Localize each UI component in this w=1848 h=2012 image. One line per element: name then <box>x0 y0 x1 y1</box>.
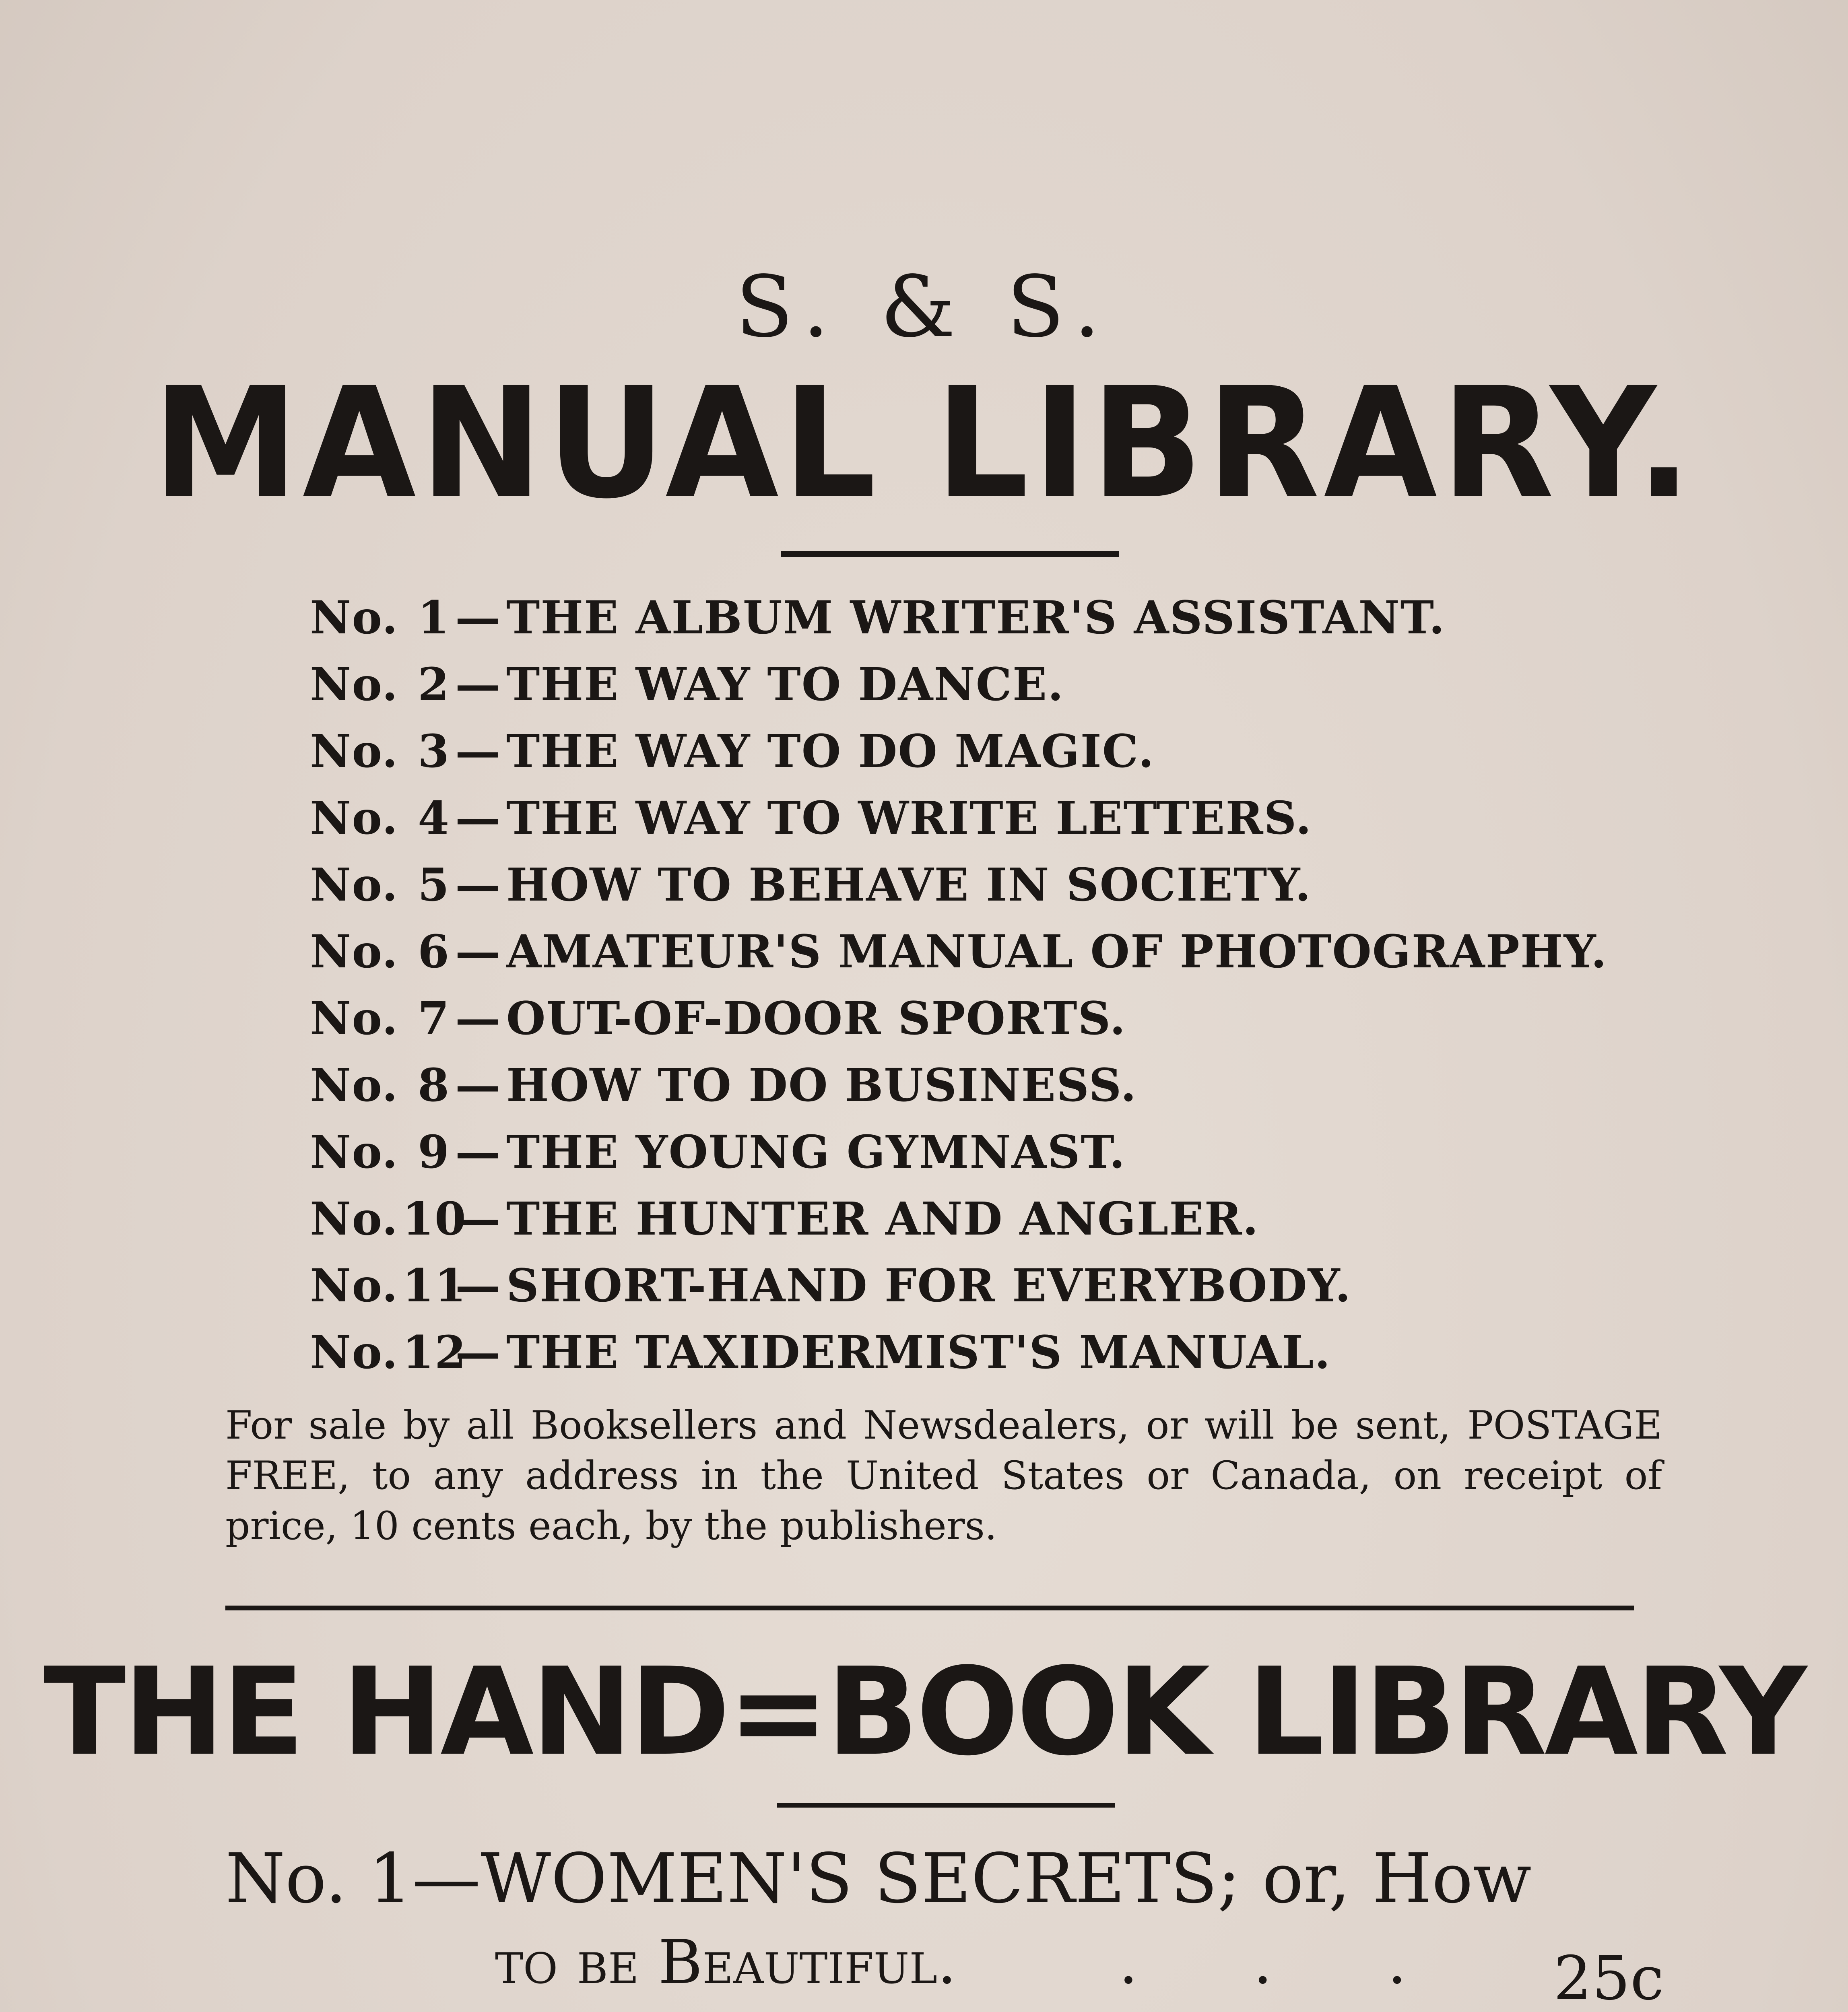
handbook-item-1 <box>225 1839 1532 1919</box>
item-title: THE HUNTER AND ANGLER. <box>506 1193 1259 1245</box>
dash: — <box>455 1326 501 1379</box>
item-no-label: No. <box>310 1193 399 1245</box>
list-item <box>310 992 1607 1059</box>
list-item <box>310 1059 1607 1126</box>
dash: — <box>455 1059 501 1112</box>
item-number: 4 <box>418 792 450 845</box>
handbook-library-title: THE HAND=BOOK LIBRARY <box>43 1642 1805 1782</box>
item-no-label: No. <box>310 1059 399 1112</box>
item-number: 6 <box>418 926 450 978</box>
item-title: AMATEUR'S MANUAL OF PHOTOGRAPHY. <box>506 926 1608 978</box>
leader-dots: . . . <box>1119 1927 1407 1998</box>
item-title: OUT-OF-DOOR SPORTS. <box>506 992 1126 1045</box>
dash: — <box>455 992 501 1045</box>
dash: — <box>455 725 501 778</box>
item-title: THE WAY TO DANCE. <box>506 658 1064 711</box>
item-title: HOW TO DO BUSINESS. <box>506 1059 1137 1112</box>
item-number: 10 <box>402 1193 467 1245</box>
dash: — <box>455 926 501 978</box>
item-title: THE ALBUM WRITER'S ASSISTANT. <box>506 592 1446 644</box>
dash: — <box>455 1193 501 1245</box>
list-item <box>310 792 1607 859</box>
dash: — <box>455 859 501 911</box>
item-no-label: No. <box>310 658 399 711</box>
manual-library-title: MANUAL LIBRARY. <box>152 354 1696 532</box>
item-number: 1 <box>418 592 450 644</box>
list-item <box>310 1260 1607 1326</box>
item-number: 11 <box>402 1260 467 1312</box>
item-number: 3 <box>418 725 450 778</box>
item-title: THE TAXIDERMIST'S MANUAL. <box>506 1326 1331 1379</box>
divider-rule <box>777 1803 1115 1808</box>
publisher-initials: S. & S. <box>735 258 1113 356</box>
dash: — <box>455 658 501 711</box>
item-title: THE YOUNG GYMNAST. <box>506 1126 1126 1179</box>
list-item <box>310 926 1607 992</box>
manual-library-list <box>310 592 1607 1393</box>
section-divider <box>225 1606 1634 1610</box>
item-no-label: No. <box>310 725 399 778</box>
item-no-label: No. <box>310 859 399 911</box>
item-title: WOMEN'S SECRETS; or, How <box>481 1839 1532 1919</box>
divider-rule <box>781 551 1119 557</box>
handbook-item-1-line2: to be Beautiful. <box>495 1927 957 1998</box>
item-title: HOW TO BEHAVE IN SOCIETY. <box>506 859 1312 911</box>
list-item <box>310 658 1607 725</box>
list-item <box>310 725 1607 792</box>
item-title: THE WAY TO DO MAGIC. <box>506 725 1155 778</box>
item-number: 8 <box>418 1059 450 1112</box>
dash: — <box>455 1260 501 1312</box>
list-item <box>310 1326 1607 1393</box>
dash: — <box>455 792 501 845</box>
dash: — <box>455 592 501 644</box>
item-no-label: No. <box>310 1126 399 1179</box>
item-title: SHORT-HAND FOR EVERYBODY. <box>506 1260 1352 1312</box>
item-no-label: No. <box>310 792 399 845</box>
list-item <box>310 592 1607 658</box>
item-number: 9 <box>418 1126 450 1179</box>
item-prefix: No. 1— <box>225 1839 481 1919</box>
item-no-label: No. <box>310 926 399 978</box>
item-number: 2 <box>418 658 450 711</box>
item-number: 7 <box>418 992 450 1045</box>
item-no-label: No. <box>310 592 399 644</box>
item-no-label: No. <box>310 992 399 1045</box>
item-price: 25c <box>1553 1944 1664 2012</box>
dash: — <box>455 1126 501 1179</box>
item-number: 5 <box>418 859 450 911</box>
item-no-label: No. <box>310 1326 399 1379</box>
item-number: 12 <box>402 1326 467 1379</box>
list-item <box>310 1126 1607 1193</box>
item-no-label: No. <box>310 1260 399 1312</box>
list-item <box>310 859 1607 926</box>
list-item <box>310 1193 1607 1260</box>
manual-sale-text: For sale by all Booksellers and Newsdealers, or will be sent, POSTAGE FREE, to any address in the United States or Canada, on receipt of price, 10 cents each, by the publishers. <box>225 1403 1662 1548</box>
item-title: THE WAY TO WRITE LETTERS. <box>506 792 1312 845</box>
